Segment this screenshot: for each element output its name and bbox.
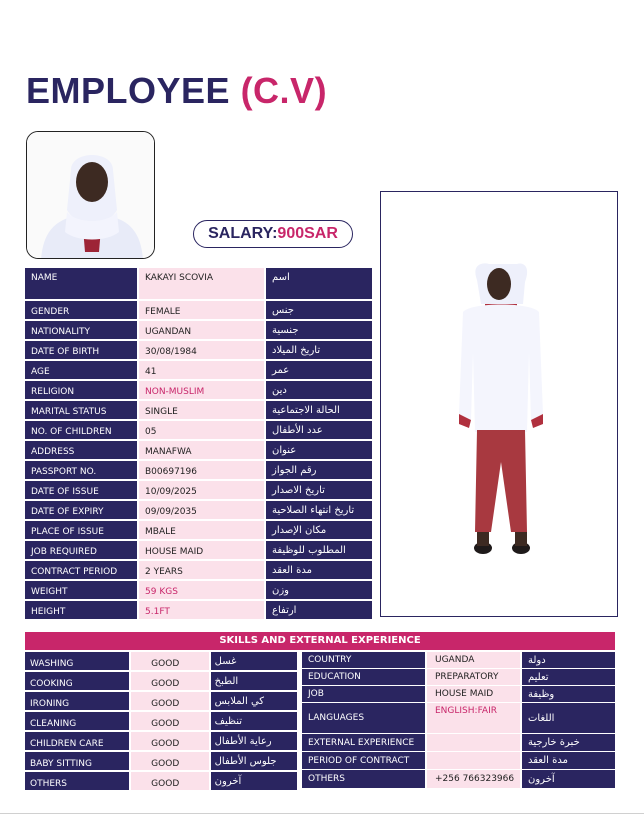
skill-label: CHILDREN CARE: [25, 732, 129, 750]
row-value: 09/09/2035: [139, 501, 264, 519]
row-label: RELIGION: [25, 381, 137, 399]
table-row: [25, 732, 297, 750]
ext-arabic-label: وظيفة: [522, 686, 615, 702]
skill-value: GOOD: [131, 732, 208, 750]
table-row: [25, 301, 372, 319]
table-row: [25, 752, 297, 770]
row-value: UGANDAN: [139, 321, 264, 339]
table-row: [25, 381, 372, 399]
row-label: GENDER: [25, 301, 137, 319]
row-arabic-label: مكان الإصدار: [266, 521, 372, 539]
skill-label: CLEANING: [25, 712, 129, 730]
row-label: CONTRACT PERIOD: [25, 561, 137, 579]
row-arabic-label: المطلوب للوظيفة: [266, 541, 372, 559]
row-value: 5.1FT: [139, 601, 264, 619]
portrait-photo: [26, 131, 155, 259]
ext-arabic-label: دولة: [522, 652, 615, 668]
title-accent: (C.V): [240, 70, 328, 111]
row-label: MARITAL STATUS: [25, 401, 137, 419]
table-row: [25, 481, 372, 499]
row-arabic-label: الحالة الاجتماعية: [266, 401, 372, 419]
skill-arabic-label: الطبخ: [211, 672, 297, 690]
row-label: PASSPORT NO.: [25, 461, 137, 479]
skill-value: GOOD: [131, 692, 208, 710]
row-arabic-label: وزن: [266, 581, 372, 599]
skill-label: WASHING: [25, 652, 129, 670]
row-label: JOB REQUIRED: [25, 541, 137, 559]
row-arabic-label: تاريخ الميلاد: [266, 341, 372, 359]
row-value: KAKAYI SCOVIA: [139, 268, 264, 299]
table-row: [302, 686, 615, 702]
table-row: [25, 561, 372, 579]
ext-label: JOB: [302, 686, 425, 702]
row-label: NATIONALITY: [25, 321, 137, 339]
row-label: ADDRESS: [25, 441, 137, 459]
table-row: [302, 770, 615, 788]
row-label: DATE OF BIRTH: [25, 341, 137, 359]
row-arabic-label: عمر: [266, 361, 372, 379]
row-label: WEIGHT: [25, 581, 137, 599]
skill-label: BABY SITTING: [25, 752, 129, 770]
row-arabic-label: اسم: [266, 268, 372, 299]
row-value: B00697196: [139, 461, 264, 479]
row-value: 05: [139, 421, 264, 439]
table-row: [302, 734, 615, 751]
table-row: [25, 441, 372, 459]
divider: [0, 813, 644, 814]
row-arabic-label: جنس: [266, 301, 372, 319]
salary-badge: [193, 220, 353, 248]
title-main: EMPLOYEE: [26, 70, 231, 111]
skill-arabic-label: آخرون: [211, 772, 297, 790]
table-row: [25, 501, 372, 519]
table-row: [25, 361, 372, 379]
salary-value: 900SAR: [277, 225, 338, 242]
ext-label: EDUCATION: [302, 669, 425, 685]
row-value: HOUSE MAID: [139, 541, 264, 559]
skill-label: OTHERS: [25, 772, 129, 790]
skill-label: IRONING: [25, 692, 129, 710]
skill-value: GOOD: [131, 772, 208, 790]
ext-label: OTHERS: [302, 770, 425, 788]
table-row: [25, 601, 372, 619]
ext-label: EXTERNAL EXPERIENCE: [302, 734, 425, 751]
table-row: [25, 672, 297, 690]
row-value: NON-MUSLIM: [139, 381, 264, 399]
row-label: NO. OF CHILDREN: [25, 421, 137, 439]
row-arabic-label: مدة العقد: [266, 561, 372, 579]
row-value: 41: [139, 361, 264, 379]
ext-label: LANGUAGES: [302, 703, 425, 733]
table-row: [302, 669, 615, 685]
ext-value: UGANDA: [427, 652, 520, 668]
skill-value: GOOD: [131, 752, 208, 770]
row-label: NAME: [25, 268, 137, 299]
table-row: [302, 652, 615, 668]
ext-value: [427, 752, 520, 769]
ext-arabic-label: خبرة خارجية: [522, 734, 615, 751]
table-row: [25, 541, 372, 559]
skill-arabic-label: تنظيف: [211, 712, 297, 730]
personal-info-table: [25, 268, 372, 621]
skill-value: GOOD: [131, 672, 208, 690]
row-value: 10/09/2025: [139, 481, 264, 499]
row-value: SINGLE: [139, 401, 264, 419]
skill-arabic-label: رعاية الأطفال: [211, 732, 297, 750]
table-row: [25, 581, 372, 599]
row-label: DATE OF ISSUE: [25, 481, 137, 499]
row-label: DATE OF EXPIRY: [25, 501, 137, 519]
row-value: 2 YEARS: [139, 561, 264, 579]
salary-label: SALARY:: [208, 225, 278, 242]
row-label: PLACE OF ISSUE: [25, 521, 137, 539]
row-value: FEMALE: [139, 301, 264, 319]
table-row: [25, 692, 297, 710]
row-label: HEIGHT: [25, 601, 137, 619]
skills-section-title: SKILLS AND EXTERNAL EXPERIENCE: [25, 632, 615, 650]
skill-arabic-label: كي الملابس: [211, 692, 297, 710]
table-row: [302, 703, 615, 733]
row-label: AGE: [25, 361, 137, 379]
table-row: [25, 712, 297, 730]
table-row: [25, 461, 372, 479]
table-row: [25, 321, 372, 339]
ext-value: PREPARATORY: [427, 669, 520, 685]
table-row: [25, 401, 372, 419]
ext-value: [427, 734, 520, 751]
skill-arabic-label: جلوس الأطفال: [211, 752, 297, 770]
row-arabic-label: تاريخ انتهاء الصلاحية: [266, 501, 372, 519]
ext-value: ENGLISH:FAIR: [427, 703, 520, 733]
row-arabic-label: دين: [266, 381, 372, 399]
skill-value: GOOD: [131, 652, 208, 670]
skill-arabic-label: غسل: [211, 652, 297, 670]
table-row: [25, 521, 372, 539]
page-title: [26, 70, 327, 112]
table-row: [302, 752, 615, 769]
row-arabic-label: عدد الأطفال: [266, 421, 372, 439]
skills-table: [25, 652, 297, 792]
ext-arabic-label: اللغات: [522, 703, 615, 733]
row-value: MBALE: [139, 521, 264, 539]
table-row: [25, 652, 297, 670]
full-body-photo: [380, 191, 618, 617]
table-row: [25, 772, 297, 790]
row-arabic-label: عنوان: [266, 441, 372, 459]
ext-label: COUNTRY: [302, 652, 425, 668]
skill-label: COOKING: [25, 672, 129, 690]
row-value: 59 KGS: [139, 581, 264, 599]
row-arabic-label: رقم الجواز: [266, 461, 372, 479]
external-experience-table: [302, 652, 615, 789]
ext-label: PERIOD OF CONTRACT: [302, 752, 425, 769]
ext-value: +256 766323966: [427, 770, 520, 788]
ext-arabic-label: مدة العقد: [522, 752, 615, 769]
table-row: [25, 341, 372, 359]
row-value: MANAFWA: [139, 441, 264, 459]
table-row: [25, 421, 372, 439]
ext-value: HOUSE MAID: [427, 686, 520, 702]
row-value: 30/08/1984: [139, 341, 264, 359]
ext-arabic-label: تعليم: [522, 669, 615, 685]
row-arabic-label: جنسية: [266, 321, 372, 339]
row-arabic-label: ارتفاع: [266, 601, 372, 619]
row-arabic-label: تاريخ الاصدار: [266, 481, 372, 499]
ext-arabic-label: آخرون: [522, 770, 615, 788]
table-row: [25, 268, 372, 299]
skill-value: GOOD: [131, 712, 208, 730]
